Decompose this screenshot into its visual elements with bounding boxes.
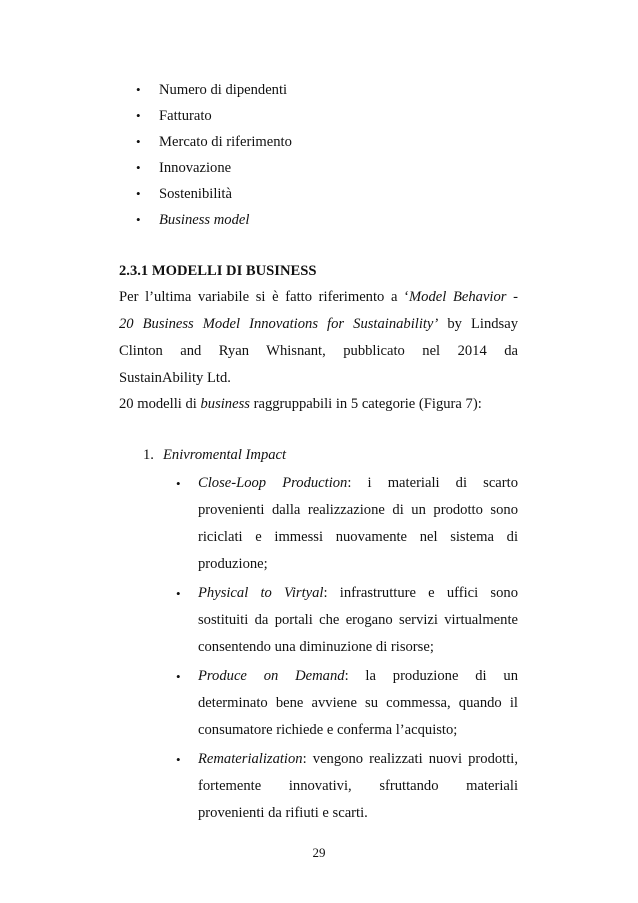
- list-item: [136, 207, 292, 233]
- item-line: provenienti da rifiuti e scarti.: [198, 805, 368, 821]
- text-run-italic: 20 Business Model Innovations for Sustainability’: [119, 316, 439, 332]
- bullet-icon: •: [176, 586, 181, 601]
- paragraph-line: SustainAbility Ltd.: [119, 370, 231, 386]
- bullet-icon: •: [136, 82, 141, 97]
- text-run-italic: business: [200, 396, 250, 412]
- intro-paragraph: [119, 284, 518, 392]
- item-line: riciclati e immessi nuovamente nel sistema di: [198, 529, 518, 545]
- list-item-label: Mercato di riferimento: [159, 134, 292, 150]
- numbered-category: [143, 442, 286, 468]
- factor-bullet-list: [136, 77, 292, 233]
- text-run: by Lindsay: [438, 316, 518, 332]
- bullet-icon: •: [136, 108, 141, 123]
- category-number: 1.: [143, 447, 154, 463]
- text-run: : la produzione di un: [344, 668, 518, 684]
- item-term: Physical to Virtyal: [198, 585, 324, 601]
- bullet-icon: •: [176, 752, 181, 767]
- list-item: [176, 663, 518, 744]
- item-line: fortemente innovativi, sfruttando materiali: [198, 778, 518, 794]
- list-item: [136, 181, 292, 207]
- list-item-label: Innovazione: [159, 160, 232, 176]
- item-term: Produce on Demand: [198, 668, 345, 684]
- bullet-icon: •: [136, 212, 141, 227]
- list-item-label: Numero di dipendenti: [159, 82, 288, 98]
- list-item-label: Sostenibilità: [159, 186, 232, 202]
- list-item: [176, 470, 518, 578]
- text-run: 20 modelli di: [119, 396, 201, 412]
- list-item: [136, 77, 292, 103]
- item-term: Rematerialization: [198, 751, 303, 767]
- bullet-icon: •: [136, 186, 141, 201]
- text-run: : infrastrutture e uffici sono: [323, 585, 518, 601]
- bullet-icon: •: [136, 134, 141, 149]
- list-item-label: Fatturato: [159, 108, 212, 124]
- paragraph-line: Clinton and Ryan Whisnant, pubblicato nel 2014 da: [119, 343, 518, 359]
- item-line: [198, 746, 518, 773]
- list-item: [176, 580, 518, 661]
- list-item-label: Business model: [159, 212, 250, 228]
- text-run: : i materiali di scarto: [347, 475, 518, 491]
- list-item: [176, 746, 518, 827]
- item-term: Close-Loop Production: [198, 475, 348, 491]
- business-model-list: [176, 470, 518, 827]
- list-item: [136, 103, 292, 129]
- category-title: Enivromental Impact: [163, 447, 287, 463]
- paragraph-line: [119, 284, 518, 311]
- bullet-icon: •: [136, 160, 141, 175]
- page-number: 29: [312, 845, 326, 860]
- section-heading: 2.3.1 MODELLI DI BUSINESS: [119, 263, 317, 279]
- item-line: [198, 580, 518, 607]
- item-line: consumatore richiede e conferma l’acquisto;: [198, 722, 458, 738]
- bullet-icon: •: [176, 669, 181, 684]
- text-run: Per l’ultima variabile si è fatto riferimento a ‘: [119, 289, 410, 305]
- list-item: [136, 129, 292, 155]
- item-line: provenienti dalla realizzazione di un prodotto sono: [198, 502, 518, 518]
- paragraph-line: [119, 311, 518, 338]
- item-line: determinato bene avviene su commessa, quando il: [198, 695, 518, 711]
- text-run-italic: Model Behavior -: [409, 289, 518, 305]
- item-line: sostituiti da portali che erogano servizi virtualmente: [198, 612, 518, 628]
- text-run: raggruppabili in 5 categorie (Figura 7):: [249, 396, 482, 412]
- list-item: [136, 155, 292, 181]
- text-run: : vengono realizzati nuovi prodotti,: [302, 751, 518, 767]
- item-line: [198, 663, 518, 690]
- item-line: produzione;: [198, 556, 268, 572]
- categories-paragraph: [119, 391, 482, 417]
- bullet-icon: •: [176, 476, 181, 491]
- item-line: [198, 470, 518, 497]
- item-line: consentendo una diminuzione di risorse;: [198, 639, 434, 655]
